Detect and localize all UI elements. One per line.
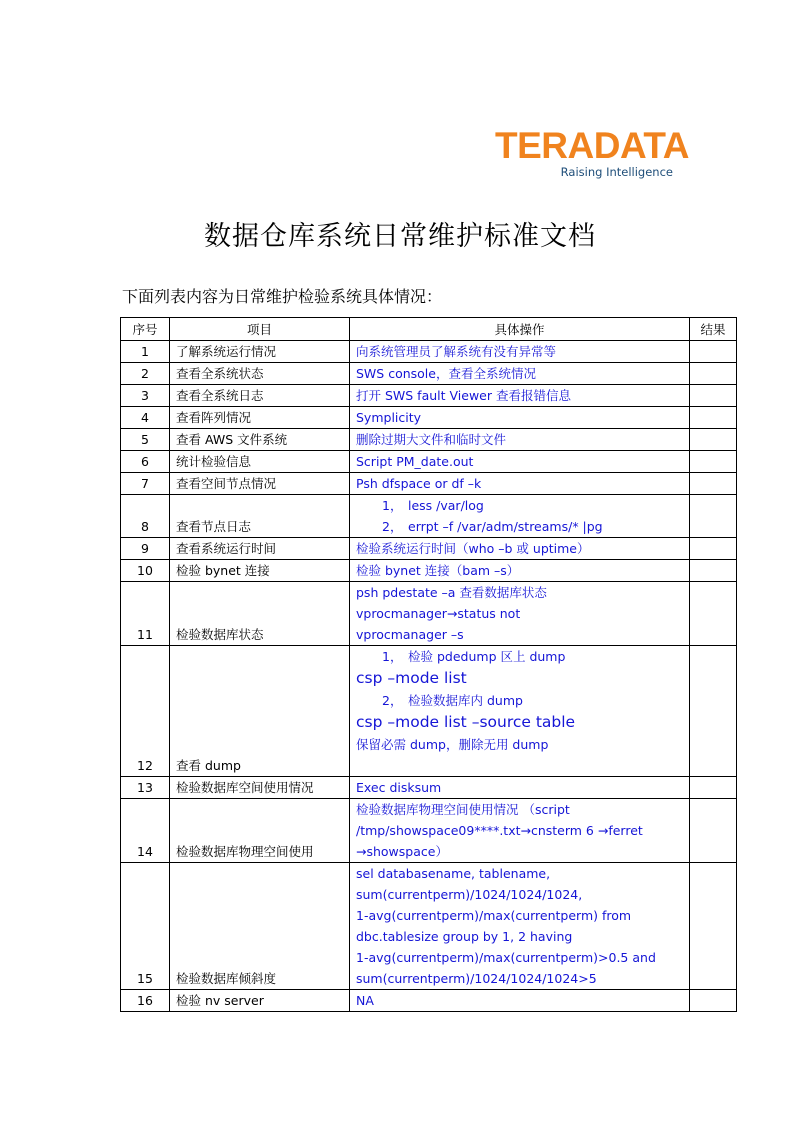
operation-text: Psh dfspace or df –k: [356, 476, 482, 491]
operation-text: 检验 pdedump 区上 dump: [408, 649, 566, 664]
operation-line: [356, 624, 683, 645]
operation-line: [356, 495, 683, 516]
operation-text: 打开 SWS fault Viewer 查看报错信息: [356, 388, 571, 403]
header-result: 结果: [690, 318, 737, 341]
operation-text: errpt –f /var/adm/streams/* |pg: [408, 519, 603, 534]
maintenance-table: [120, 317, 737, 1012]
header-ops: 具体操作: [350, 318, 690, 341]
row-operation: [350, 777, 690, 799]
intro-text: 下面列表内容为日常维护检验系统具体情况：: [122, 287, 443, 306]
row-operation: [350, 990, 690, 1012]
operation-text: Exec disksum: [356, 780, 442, 795]
step-number: 1，: [382, 498, 403, 513]
operation-text: 检验系统运行时间（who –b 或 uptime）: [356, 541, 590, 556]
row-operation: [350, 538, 690, 560]
row-item: 检验 nv server: [170, 990, 350, 1012]
operation-line: [356, 968, 683, 989]
row-item: 查看 dump: [170, 646, 350, 777]
row-item: 检验 bynet 连接: [170, 560, 350, 582]
row-item: 查看全系统日志: [170, 385, 350, 407]
operation-line: [356, 603, 683, 624]
operation-line: [356, 799, 683, 820]
row-operation: [350, 341, 690, 363]
operation-line: [356, 711, 683, 734]
operation-line: [356, 755, 683, 776]
operation-line: [356, 538, 683, 559]
row-item: 查看节点日志: [170, 495, 350, 538]
operation-text: Script PM_date.out: [356, 454, 474, 469]
operation-line: [356, 451, 683, 472]
row-number: 7: [121, 473, 170, 495]
table-row: [121, 407, 737, 429]
operation-line: [356, 560, 683, 581]
row-result: [690, 363, 737, 385]
operation-text: 1-avg(currentperm)/max(currentperm)>0.5 and: [356, 950, 656, 965]
logo-tagline: Raising Intelligence: [560, 165, 673, 179]
operation-text: 检验 bynet 连接（bam –s）: [356, 563, 520, 578]
row-result: [690, 777, 737, 799]
operation-text: sel databasename, tablename,: [356, 866, 551, 881]
operation-text: csp –mode list –source table: [356, 713, 576, 731]
row-operation: [350, 429, 690, 451]
table-row: [121, 777, 737, 799]
operation-text: vprocmanager→status not: [356, 606, 521, 621]
row-result: [690, 341, 737, 363]
header-no: 序号: [121, 318, 170, 341]
row-result: [690, 646, 737, 777]
table-row: [121, 473, 737, 495]
row-operation: [350, 407, 690, 429]
row-result: [690, 582, 737, 646]
table-header-row: [121, 318, 737, 341]
operation-line: [356, 905, 683, 926]
row-number: 15: [121, 863, 170, 990]
operation-text: 1-avg(currentperm)/max(currentperm) from: [356, 908, 632, 923]
operation-line: [356, 385, 683, 406]
row-item: 了解系统运行情况: [170, 341, 350, 363]
row-operation: [350, 799, 690, 863]
row-result: [690, 538, 737, 560]
row-item: 查看系统运行时间: [170, 538, 350, 560]
row-number: 8: [121, 495, 170, 538]
operation-text: NA: [356, 993, 374, 1008]
row-number: 3: [121, 385, 170, 407]
row-number: 4: [121, 407, 170, 429]
row-result: [690, 799, 737, 863]
table-row: [121, 582, 737, 646]
row-item: 检验数据库倾斜度: [170, 863, 350, 990]
operation-line: [356, 884, 683, 905]
operation-line: [356, 646, 683, 667]
operation-text: →showspace）: [356, 844, 448, 859]
row-operation: [350, 495, 690, 538]
operation-line: [356, 990, 683, 1011]
operation-line: [356, 690, 683, 711]
operation-line: [356, 341, 683, 362]
row-operation: [350, 363, 690, 385]
row-number: 13: [121, 777, 170, 799]
row-result: [690, 407, 737, 429]
row-number: 1: [121, 341, 170, 363]
operation-text: sum(currentperm)/1024/1024/1024>5: [356, 971, 597, 986]
row-operation: [350, 473, 690, 495]
table-row: [121, 451, 737, 473]
table-row: [121, 799, 737, 863]
row-number: 12: [121, 646, 170, 777]
row-item: 查看空间节点情况: [170, 473, 350, 495]
operation-text: 保留必需 dump，删除无用 dump: [356, 737, 549, 752]
operation-text: 向系统管理员了解系统有没有异常等: [356, 344, 557, 359]
operation-line: [356, 582, 683, 603]
operation-line: [356, 363, 683, 384]
row-operation: [350, 451, 690, 473]
operation-line: [356, 777, 683, 798]
row-number: 5: [121, 429, 170, 451]
table-row: [121, 363, 737, 385]
operation-text: psh pdestate –a 查看数据库状态: [356, 585, 547, 600]
operation-text: SWS console，查看全系统情况: [356, 366, 536, 381]
row-number: 10: [121, 560, 170, 582]
operation-line: [356, 429, 683, 450]
teradata-logo: [495, 125, 689, 179]
row-result: [690, 560, 737, 582]
row-number: 16: [121, 990, 170, 1012]
table-row: [121, 538, 737, 560]
row-number: 11: [121, 582, 170, 646]
operation-line: [356, 926, 683, 947]
row-result: [690, 863, 737, 990]
table-row: [121, 646, 737, 777]
operation-line: [356, 516, 683, 537]
row-result: [690, 385, 737, 407]
operation-text: less /var/log: [408, 498, 484, 513]
operation-text: /tmp/showspace09****.txt→cnsterm 6 →ferret: [356, 823, 643, 838]
row-result: [690, 451, 737, 473]
step-number: 1，: [382, 649, 403, 664]
operation-text: 删除过期大文件和临时文件: [356, 432, 507, 447]
row-operation: [350, 582, 690, 646]
logo-wordmark: TERADATA: [495, 125, 689, 166]
row-operation: [350, 560, 690, 582]
table-row: [121, 990, 737, 1012]
document-title: 数据仓库系统日常维护标准文档: [204, 221, 596, 252]
operation-text: Symplicity: [356, 410, 422, 425]
operation-text: vprocmanager –s: [356, 627, 464, 642]
table-row: [121, 429, 737, 451]
table-row: [121, 341, 737, 363]
step-number: 2，: [382, 693, 403, 708]
operation-line: [356, 667, 683, 690]
row-item: 统计检验信息: [170, 451, 350, 473]
operation-text: 检验数据库物理空间使用情况 （script: [356, 802, 570, 817]
table-row: [121, 385, 737, 407]
row-result: [690, 429, 737, 451]
row-operation: [350, 646, 690, 777]
row-operation: [350, 863, 690, 990]
row-number: 6: [121, 451, 170, 473]
row-item: 查看全系统状态: [170, 363, 350, 385]
operation-line: [356, 734, 683, 755]
row-result: [690, 473, 737, 495]
operation-text: 检验数据库内 dump: [408, 693, 523, 708]
operation-line: [356, 947, 683, 968]
row-item: 查看阵列情况: [170, 407, 350, 429]
operation-text: csp –mode list: [356, 669, 467, 687]
operation-line: [356, 863, 683, 884]
row-operation: [350, 385, 690, 407]
operation-text: sum(currentperm)/1024/1024/1024,: [356, 887, 583, 902]
table-body: [121, 341, 737, 1012]
table-row: [121, 495, 737, 538]
step-number: 2，: [382, 519, 403, 534]
table-row: [121, 560, 737, 582]
header-item: 项目: [170, 318, 350, 341]
operation-line: [356, 407, 683, 428]
operation-text: dbc.tablesize group by 1, 2 having: [356, 929, 573, 944]
row-item: 检验数据库空间使用情况: [170, 777, 350, 799]
row-result: [690, 990, 737, 1012]
table-row: [121, 863, 737, 990]
row-item: 检验数据库状态: [170, 582, 350, 646]
row-item: 查看 AWS 文件系统: [170, 429, 350, 451]
row-number: 14: [121, 799, 170, 863]
operation-line: [356, 820, 683, 841]
row-item: 检验数据库物理空间使用: [170, 799, 350, 863]
row-number: 9: [121, 538, 170, 560]
row-result: [690, 495, 737, 538]
operation-line: [356, 473, 683, 494]
row-number: 2: [121, 363, 170, 385]
operation-line: [356, 841, 683, 862]
